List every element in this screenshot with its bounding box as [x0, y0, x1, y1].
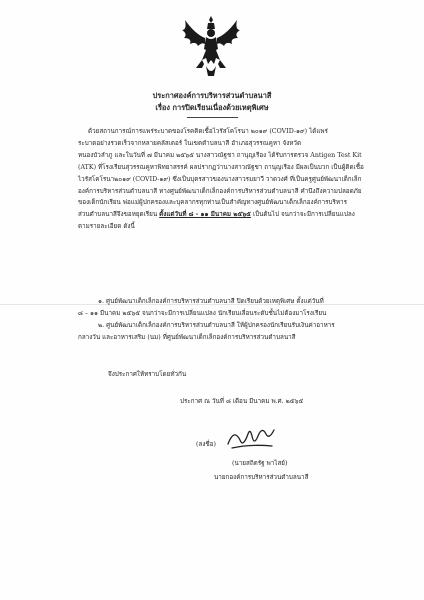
organization-title: ประกาศองค์การบริหารส่วนตำบลนาสี	[152, 91, 272, 100]
list-item-line: ๒. ศูนย์พัฒนาเด็กเล็กองค์การบริหารส่วนตำบลนาสี ให้ผู้ปกครองนักเรียนรับเงินค่าอาหาร	[98, 322, 335, 329]
list-item-line: กลางวัน และอาหารเสริม (นม) ที่ศูนย์พัฒนาเด็กเล็กองค์การบริหารส่วนตำบลนาสี	[78, 333, 296, 341]
signatory-position: นายกองค์การบริหารส่วนตำบลนาสี	[214, 474, 309, 481]
body-line-dates	[78, 209, 396, 221]
body-line: ของเด็กนักเรียน พ่อแม่ผู้ปกครองและบุคลากรทุกท่านเป็นสำคัญทางศูนย์พัฒนาเด็กเล็กองค์การบริหาร	[78, 199, 347, 207]
body-line: องค์การบริหารส่วนตำบลนาสี ทางศูนย์พัฒนาเด็กเล็กองค์การบริหารส่วนตำบลนาสี คำนึงถึงความปลอดภัย	[78, 187, 362, 195]
signatory-name: (นายสถิตรัฐ พาไสย์)	[232, 460, 288, 467]
title-underline	[187, 117, 238, 118]
body-line: ระบาดอย่างรวดเร็วจากหลายคลัสเตอร์ ในเขตตำบลนาสี อำเภอสุวรรณคูหา จังหวัด	[78, 139, 302, 147]
subject-title: เรื่อง การปิดเรียนเนื่องด้วยเหตุพิเศษ	[155, 103, 269, 112]
list-item	[78, 296, 396, 320]
body-line: หนองบัวลำภู และในวันที่ ๗ มีนาคม ๒๕๖๕ นางสาวณัฐชา ถานุญเรือง ได้รับการตรวจ Antigen Test Kit	[78, 151, 362, 159]
list-item-line: ๘ – ๑๑ มีนาคม ๒๕๖๕ จนกว่าจะมีการเปลี่ยนแปลง นักเรียนเลื่อนระดับชั้นไม่ต้องมาโรงเรียน	[78, 309, 327, 317]
list-item-line: ๑. ศูนย์พัฒนาเด็กเล็กองค์การบริหารส่วนตำบลนาสี ปิดเรียนด้วยเหตุพิเศษ ตั้งแต่วันที่	[98, 298, 324, 305]
handwritten-signature	[222, 424, 284, 452]
body-paragraph	[78, 126, 396, 233]
body-line: ตามรายละเอียด ดังนี้	[78, 223, 135, 231]
closure-dates-emphasis: ตั้งแต่วันที่ ๘ - ๑๑ มีนาคม ๒๕๖๕	[159, 211, 251, 219]
announcement-date: ประกาศ ณ วันที่ ๘ เดือน มีนาคม พ.ศ. ๒๕๖๕	[180, 398, 304, 405]
body-line: ด้วยสถานการณ์การแพร่ระบาดของโรคติดเชื้อไวรัสโคโรนา ๒๐๑๙ (COVID-๑๙) ได้แพร่	[88, 128, 328, 135]
signature-label: (ลงชื่อ)	[196, 441, 216, 448]
body-line: ไวรัสโคโรนา๒๐๑๙ (COVID-๑๙) ซึ่งเป็นบุตรสาวของนางสาวรมยาวี วาดวงศ์ ที่เป็นครูศูนย์พัฒนาเด็กเล็ก	[78, 175, 362, 183]
closing-statement: จึงประกาศให้ทราบโดยทั่วกัน	[108, 371, 187, 378]
body-line: (ATK) ที่โรงเรียนสุวรรณคูหาพิทยาสรรค์ ผลปรากฏว่านางสาวณัฐชา ถานุญเรือง มีผลเป็นบวก เป็นผู้ติดเชื้อ	[78, 163, 364, 171]
body-line-suffix: เป็นต้นไป จนกว่าจะมีการเปลี่ยนแปลง	[250, 211, 355, 219]
garuda-emblem-icon	[180, 14, 242, 80]
body-line-prefix: ส่วนตำบลนาสีจึงขอหยุดเรียน	[78, 211, 160, 219]
list-item	[78, 320, 396, 344]
